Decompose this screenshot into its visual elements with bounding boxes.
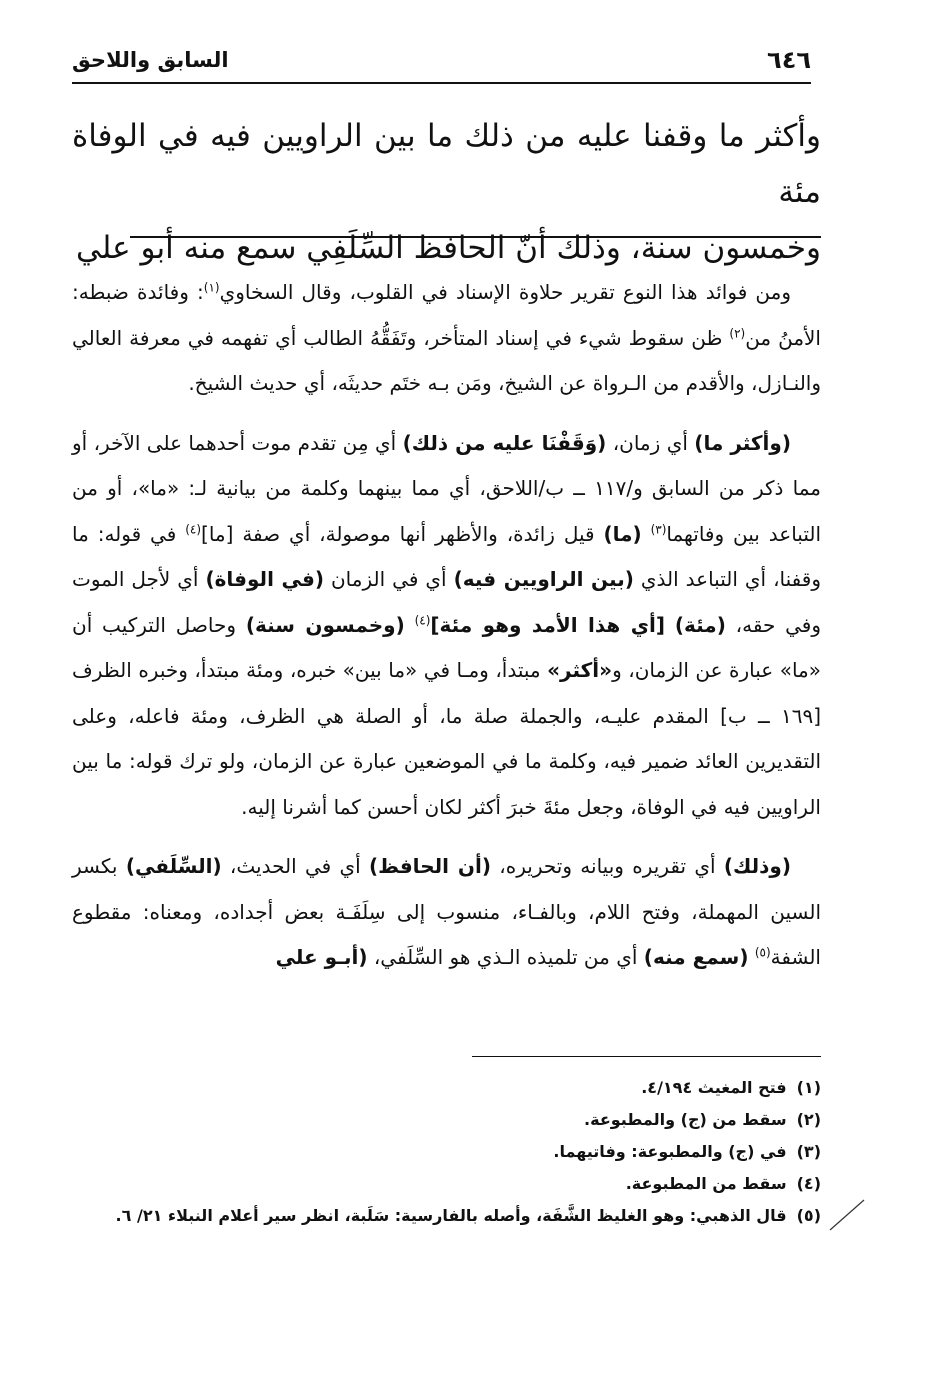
pen-stroke-mark xyxy=(826,1198,866,1234)
quoted-matn: (وذلك) xyxy=(723,854,791,878)
running-title: السابق واللاحق xyxy=(72,48,229,72)
text-run: أي في الزمان xyxy=(324,567,454,591)
footnote-ref[interactable]: (١) xyxy=(203,280,220,295)
quoted-matn: (السِّلَفي) xyxy=(125,854,222,878)
page-number: ٦٤٦ xyxy=(767,46,811,74)
text-run: قيل زائدة، والأظهر أنها موصولة، أي صفة [ما] xyxy=(201,521,604,546)
footnote-divider xyxy=(472,1056,821,1057)
quoted-matn: (أبـو علي xyxy=(275,945,368,969)
commentary-paragraph xyxy=(72,844,821,981)
text-run: ومن فوائد هذا النوع تقرير حلاوة الإسناد في القلوب، وقال السخاوي xyxy=(219,280,791,304)
text-run: مبتدأ، ومـا في «ما بين» خبره، ومئة مبتدأ، وخبره الظرف [١٦٩ ــ ب] المقدم عليـه، والجملة صلة ما، أو الصلة هي الظرف، ومئة فاعله، وعلى التقديرين العائد ضمير فيه، وكلمة ما في الموضعين عبارة عن الزمان، ولو ترك قوله: ما بين الراويين فيه في الوفاة، وجعل مئةَ خبرَ أكثر لكان أحسن كما أشرنا إليه. xyxy=(72,658,821,819)
quoted-matn: (مئة) xyxy=(674,612,726,637)
footnote-item xyxy=(72,1168,821,1200)
text-run: في قوله: ما وقفنا، أي التباعد الذي xyxy=(72,521,822,591)
page-header xyxy=(72,38,811,84)
footnote-number: (٥) xyxy=(796,1206,821,1225)
footnote-number: (١) xyxy=(796,1078,821,1097)
text-run: أي في الحديث، xyxy=(221,854,370,878)
text-run: أي تقريره وبيانه وتحريره، xyxy=(490,854,724,878)
footnote-ref[interactable]: (٣) xyxy=(650,521,667,536)
text-run: أي لأجل الموت وفي حقه، xyxy=(72,567,822,637)
footnote-item xyxy=(72,1200,821,1232)
quoted-matn: [أي هذا الأمد وهو مئة] xyxy=(430,612,666,637)
quoted-matn: (في الوفاة) xyxy=(205,567,324,591)
footnote-number: (٤) xyxy=(796,1174,821,1193)
quoted-matn: (أن الحافظ) xyxy=(369,854,491,878)
text-run xyxy=(405,613,415,637)
text-run: وحاصل التركيب أن «ما» عبارة عن الزمان، و xyxy=(72,612,822,682)
matn-line: وخمسون سنة، وذلك أنّ الحافظ السِّلَفِي سمع منه أبو علي xyxy=(76,230,821,266)
footnotes xyxy=(72,1072,821,1232)
matn-line: وأكثر ما وقفنا عليه من ذلك ما بين الراويين فيه في الوفاة مئة xyxy=(72,118,821,210)
quoted-matn: (سمع منه) xyxy=(643,945,749,969)
footnote-ref[interactable]: (٢) xyxy=(729,325,746,340)
quoted-matn: (بين الراويين فيه) xyxy=(453,567,634,591)
footnote-text: في (ج) والمطبوعة: وفاتيهما. xyxy=(553,1142,787,1161)
text-run: ظن سقوط شيء في إسناد المتأخر، وتَفَقُّهُ الطالب أي تفهمه في معرفة العالي والنـازل، والأقدم من الـرواة عن الشيخ، ومَن بـه ختَم حديثَه، أي حديث الشيخ. xyxy=(72,325,821,395)
text-run: بكسر السين المهملة، وفتح اللام، وبالفـاء، منسوب إلى سِلَفَـة بعض أجداده، ومعناه: مقطوع الشفة xyxy=(72,854,821,969)
text-run: أي زمان، xyxy=(606,430,695,455)
text-run: أي مِن تقدم موت أحدهما على الآخر، أو مما ذكر من السابق و/١١٧ ــ ب/اللاحق، أي مما بينهما وكلمة من بيانية لـ: «ما»، أو من التباعد بين وفاتهما xyxy=(72,430,822,546)
footnote-text: سقط من (ج) والمطبوعة. xyxy=(584,1110,787,1129)
quoted-matn: «أكثر» xyxy=(547,658,613,682)
footnote-text: فتح المغيث ٤/١٩٤. xyxy=(641,1078,787,1097)
footnote-ref[interactable]: (٤) xyxy=(185,521,202,536)
commentary-paragraph xyxy=(72,270,821,407)
footnote-text: سقط من المطبوعة. xyxy=(625,1174,787,1193)
text-run xyxy=(665,613,675,637)
footnote-ref[interactable]: (٥) xyxy=(754,945,771,960)
footnote-item xyxy=(72,1072,821,1104)
commentary xyxy=(72,270,821,995)
footnote-number: (٢) xyxy=(796,1110,821,1129)
commentary-paragraph xyxy=(72,421,821,831)
text-run xyxy=(642,522,651,546)
footnote-ref[interactable]: (٤) xyxy=(414,612,431,627)
text-run: أي من تلميذه الـذي هو السِّلَفي، xyxy=(367,945,644,969)
matn-divider xyxy=(130,236,821,238)
quoted-matn: (وخمسون سنة) xyxy=(245,612,405,637)
footnote-number: (٣) xyxy=(796,1142,821,1161)
quoted-matn: (وَقَفْنَا عليه من ذلك) xyxy=(402,430,607,455)
text-run: : وفائدة ضبطه: الأمنُ من xyxy=(72,280,821,350)
quoted-matn: (ما) xyxy=(603,521,642,546)
matn-text xyxy=(72,108,821,276)
footnote-text: قال الذهبي: وهو الغليظ الشَّفَة، وأصله بالفارسية: سَلَبة، انظر سير أعلام النبلاء ٢١/ ٦. xyxy=(115,1206,787,1225)
quoted-matn: (وأكثر ما) xyxy=(694,430,791,455)
footnote-item xyxy=(72,1104,821,1136)
footnote-item xyxy=(72,1136,821,1168)
